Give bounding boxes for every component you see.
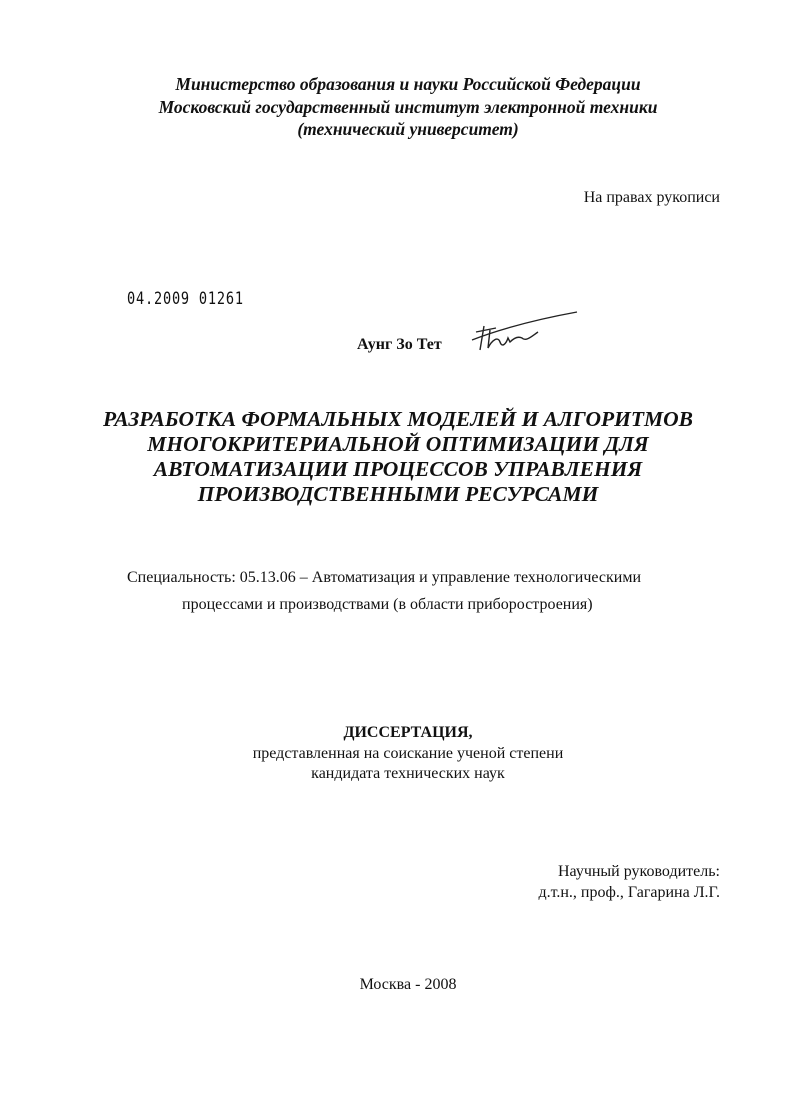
title-line: АВТОМАТИЗАЦИИ ПРОЦЕССОВ УПРАВЛЕНИЯ [153, 457, 643, 481]
degree-line: кандидата технических наук [311, 765, 505, 782]
university-line: (технический университет) [297, 119, 519, 139]
ministry-line: Министерство образования и науки Российской Федерации [175, 74, 641, 94]
author-name: Аунг Зо Тет [357, 336, 442, 353]
title-line: МНОГОКРИТЕРИАЛЬНОЙ ОПТИМИЗАЦИИ ДЛЯ [147, 432, 649, 456]
city-year: Москва - 2008 [359, 976, 457, 993]
supervisor-name: д.т.н., проф., Гагарина Л.Г. [538, 884, 720, 901]
supervisor-label: Научный руководитель: [557, 863, 720, 880]
specialty-line: процессами и производствами (в области приборостроения) [182, 596, 593, 613]
title-line: ПРОИЗВОДСТВЕННЫМИ РЕСУРСАМИ [197, 482, 599, 506]
degree-line: представленная на соискание ученой степени [252, 745, 564, 762]
manuscript-note: На правах рукописи [583, 189, 720, 206]
archive-stamp: 04.2009 01261 [127, 289, 244, 309]
title-line: РАЗРАБОТКА ФОРМАЛЬНЫХ МОДЕЛЕЙ И АЛГОРИТМОВ [103, 407, 693, 431]
specialty-line: Специальность: 05.13.06 – Автоматизация и управление технологическими [127, 569, 642, 586]
institute-line: Московский государственный институт электронной техники [158, 97, 658, 117]
dissertation-heading: ДИССЕРТАЦИЯ, [343, 724, 473, 741]
signature-icon [462, 308, 582, 358]
